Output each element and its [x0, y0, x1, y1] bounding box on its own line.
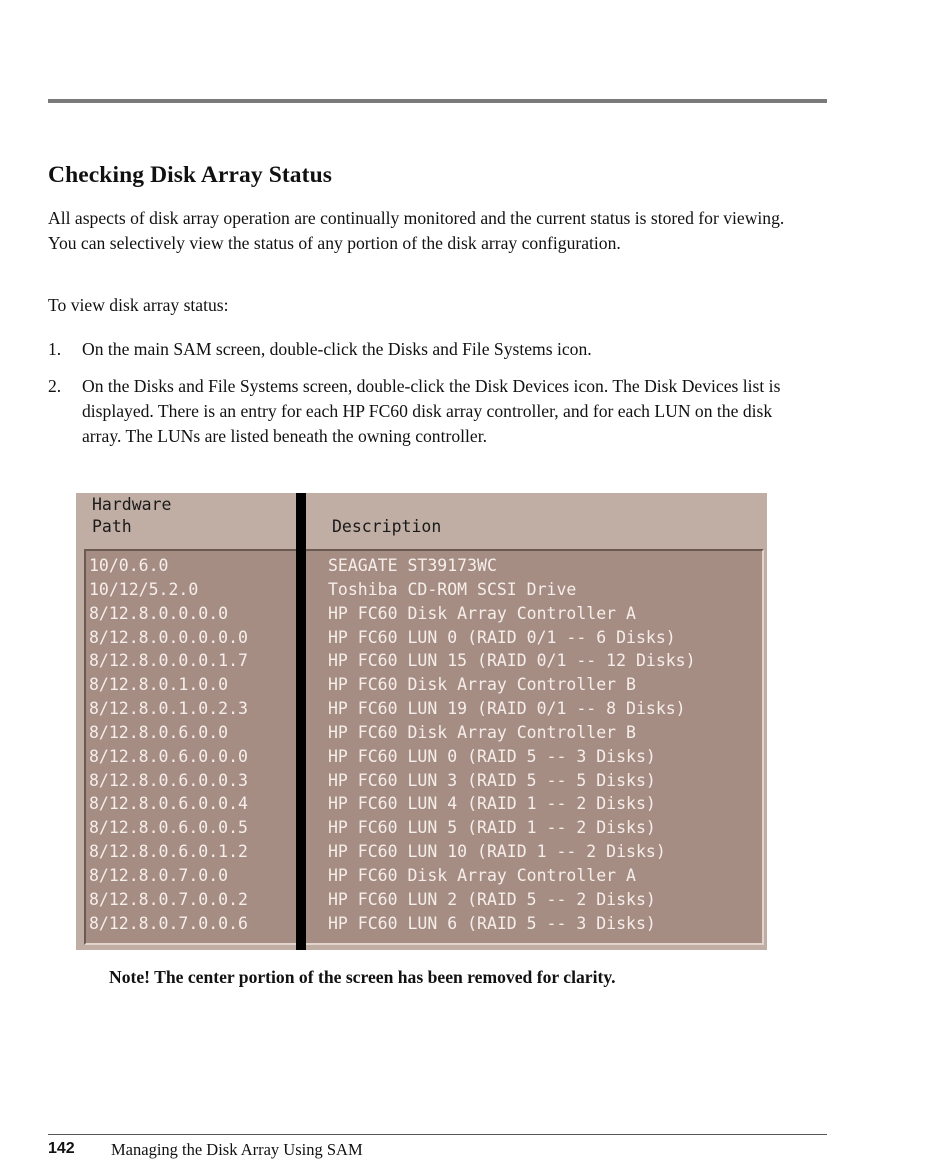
step-text: On the Disks and File Systems screen, double-click the Disk Devices icon. The Disk Devices list is displayed. There is an entry for each HP FC60 disk array controller, and for each LUN on the disk array. The LUNs are listed beneath the owning controller. [82, 376, 781, 446]
description-cell: HP FC60 LUN 19 (RAID 0/1 -- 8 Disks) [328, 699, 686, 719]
description-cell: SEAGATE ST39173WC [328, 556, 497, 575]
hardware-path-cell: 8/12.8.0.7.0.0.6 [89, 913, 248, 933]
description-cell: HP FC60 LUN 15 (RAID 0/1 -- 12 Disks) [328, 651, 696, 671]
hardware-path-cell: 8/12.8.0.6.0.0.3 [89, 770, 248, 790]
hardware-path-cell: 8/12.8.0.6.0.0.0 [89, 746, 248, 766]
column-divider [296, 493, 306, 950]
hardware-path-cell: 8/12.8.0.7.0.0 [89, 865, 229, 885]
hardware-path-cell: 8/12.8.0.6.0.0.4 [89, 794, 248, 814]
description-cell: HP FC60 LUN 6 (RAID 5 -- 3 Disks) [328, 913, 656, 933]
description-cell: HP FC60 LUN 10 (RAID 1 -- 2 Disks) [328, 842, 666, 862]
hardware-path-cell: 8/12.8.0.7.0.0.2 [89, 889, 248, 909]
top-rule [48, 99, 827, 103]
page-number: 142 [48, 1140, 75, 1157]
hardware-path-cell: 10/12/5.2.0 [89, 579, 199, 599]
step-number: 1. [48, 339, 62, 359]
description-cell: HP FC60 Disk Array Controller B [328, 675, 636, 695]
description-cell: HP FC60 LUN 0 (RAID 5 -- 3 Disks) [328, 746, 656, 766]
description-cell: Toshiba CD-ROM SCSI Drive [328, 579, 577, 599]
hardware-path-cell: 8/12.8.0.6.0.0.5 [89, 818, 248, 838]
description-cell: HP FC60 LUN 4 (RAID 1 -- 2 Disks) [328, 794, 656, 814]
footer-title: Managing the Disk Array Using SAM [111, 1140, 363, 1159]
hardware-path-cell: 8/12.8.0.1.0.2.3 [89, 699, 248, 719]
intro-paragraph: All aspects of disk array operation are continually monitored and the current status is stored for viewing. You can selectively view the status of any portion of the disk array configuration. [48, 208, 785, 253]
disk-devices-screen [76, 493, 767, 950]
hardware-path-cell: 8/12.8.0.1.0.0 [89, 675, 229, 695]
hardware-path-cell: 8/12.8.0.0.0.0.0 [89, 627, 248, 647]
hardware-path-cell: 8/12.8.0.6.0.0 [89, 722, 229, 742]
description-cell: HP FC60 LUN 3 (RAID 5 -- 5 Disks) [328, 770, 656, 790]
step-2 [48, 374, 808, 449]
hardware-path-cell: 10/0.6.0 [89, 556, 169, 575]
step-number: 2. [48, 376, 62, 396]
column-header-hardware-path[interactable]: Hardware Path [92, 495, 172, 536]
step-1 [48, 337, 808, 362]
description-cell: HP FC60 Disk Array Controller A [328, 865, 636, 885]
column-header-description[interactable]: Description [332, 517, 442, 536]
step-text: On the main SAM screen, double-click the Disks and File Systems icon. [82, 339, 592, 359]
description-cell: HP FC60 Disk Array Controller B [328, 722, 636, 742]
description-cell: HP FC60 Disk Array Controller A [328, 603, 636, 623]
figure-note: Note! The center portion of the screen has been removed for clarity. [109, 967, 616, 987]
bottom-rule [48, 1134, 827, 1135]
hardware-path-cell: 8/12.8.0.0.0.0 [89, 603, 229, 623]
hardware-path-cell: 8/12.8.0.6.0.1.2 [89, 842, 248, 862]
hardware-path-cell: 8/12.8.0.0.0.1.7 [89, 651, 248, 671]
description-cell: HP FC60 LUN 0 (RAID 0/1 -- 6 Disks) [328, 627, 676, 647]
to-view-paragraph: To view disk array status: [48, 295, 229, 315]
disk-devices-list[interactable] [84, 549, 764, 945]
description-cell: HP FC60 LUN 5 (RAID 1 -- 2 Disks) [328, 818, 656, 838]
section-heading: Checking Disk Array Status [48, 162, 332, 188]
description-cell: HP FC60 LUN 2 (RAID 5 -- 2 Disks) [328, 889, 656, 909]
